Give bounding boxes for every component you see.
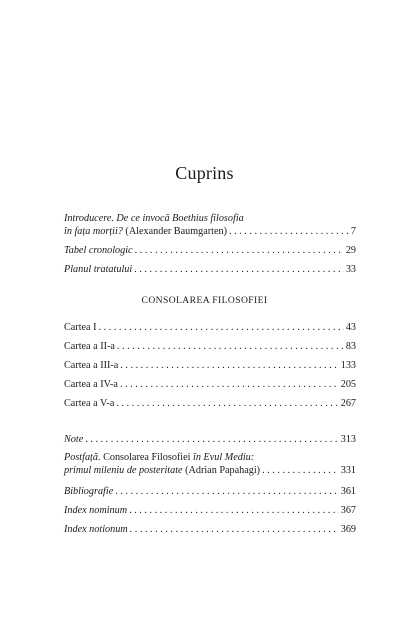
toc-note-page: 313 [340,434,356,445]
leader-dots [130,523,339,536]
toc-postfata-line1 [64,451,356,464]
toc-bibliografie-page: 361 [340,486,356,497]
toc-postfata-middle: . Consolarea Filosofiei [97,452,194,463]
toc-cartea-4[interactable] [64,378,356,391]
leader-dots [116,397,338,410]
toc-index-nominum-label: Index nominum [64,505,128,516]
toc-introducere-title-line1: Introducere. De ce invocă Boethius filosofia [64,213,244,224]
toc-cartea-2[interactable] [64,340,356,353]
leader-dots [262,464,339,477]
toc-cartea-1-label: Cartea I [64,322,97,333]
toc-introducere-line1 [64,212,356,225]
toc-note[interactable] [64,433,356,446]
toc-postfata-italic-tail: în Evul Mediu: [193,452,255,463]
leader-dots [117,340,344,353]
toc-cartea-3-label: Cartea a III-a [64,360,119,371]
toc-index-notionum[interactable] [64,523,356,536]
toc-index-nominum[interactable] [64,504,356,517]
toc-postfata-line2[interactable] [64,464,356,477]
toc-index-notionum-label: Index notionum [64,524,128,535]
toc-introducere-page: 7 [350,226,356,237]
leader-dots [120,359,338,372]
toc-introducere-author: (Alexander Baumgarten) [125,226,227,237]
leader-dots [120,378,339,391]
toc-index-notionum-page: 369 [340,524,356,535]
leader-dots [229,225,349,238]
toc-tabel-cronologic-page: 29 [345,245,356,256]
leader-dots [85,433,338,446]
toc-tabel-cronologic[interactable] [64,244,356,257]
leader-dots [129,504,339,517]
toc-cartea-1-page: 43 [345,322,356,333]
section-title: CONSOLAREA FILOSOFIEI [141,295,268,306]
toc-postfata-author: (Adrian Papahagi) [185,465,261,476]
toc-cartea-5[interactable] [64,397,356,410]
toc-tabel-cronologic-label: Tabel cronologic [64,245,133,256]
toc-bibliografie[interactable] [64,485,356,498]
toc-index-nominum-page: 367 [340,505,356,516]
leader-dots [135,244,344,257]
leader-dots [115,485,338,498]
toc-cartea-4-page: 205 [340,379,356,390]
toc-cartea-5-page: 267 [340,398,356,409]
toc-bibliografie-label: Bibliografie [64,486,114,497]
toc-cartea-1[interactable] [64,321,356,334]
toc-postfata-label: Postfață [64,452,98,463]
toc-postfata-subtitle: primul mileniu de posteritate [64,465,183,476]
toc-cartea-2-page: 83 [345,341,356,352]
toc-cartea-3-page: 133 [340,360,356,371]
page-title: Cuprins [175,163,234,183]
toc-cartea-3[interactable] [64,359,356,372]
toc-planul-tratatului-page: 33 [345,264,356,275]
toc-planul-tratatului-label: Planul tratatului [64,264,133,275]
leader-dots [99,321,344,334]
toc-introducere-title-line2: în fața morții? [64,226,123,237]
toc-planul-tratatului[interactable] [64,263,356,276]
toc-cartea-5-label: Cartea a V-a [64,398,115,409]
toc-postfata-page: 331 [340,465,356,476]
leader-dots [134,263,344,276]
toc-note-label: Note [64,434,84,445]
toc-cartea-4-label: Cartea a IV-a [64,379,118,390]
toc-introducere-line2[interactable] [64,225,356,238]
toc-cartea-2-label: Cartea a II-a [64,341,115,352]
